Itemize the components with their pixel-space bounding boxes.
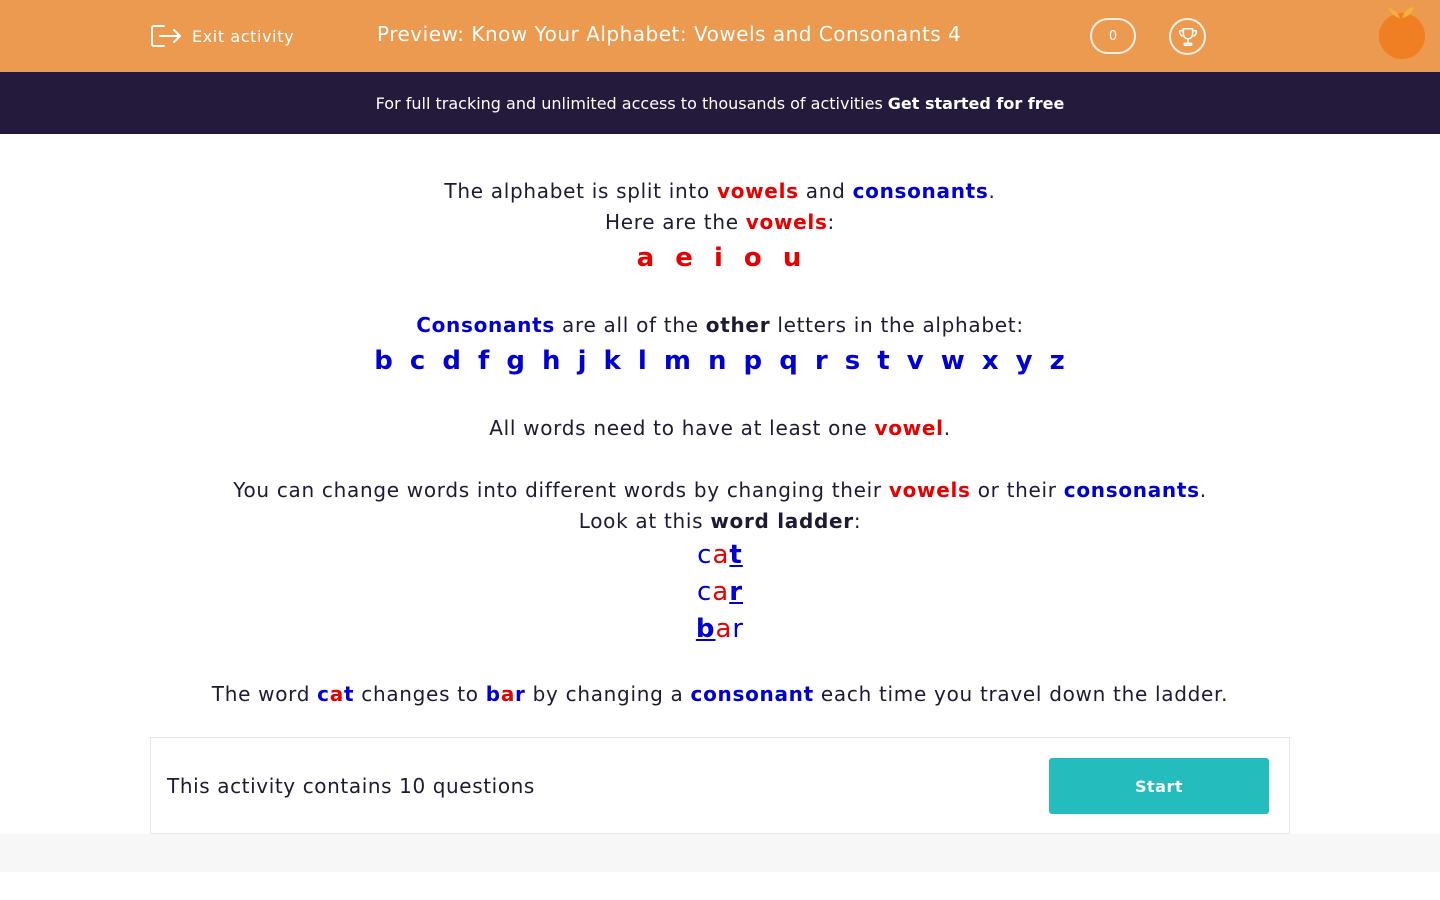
ladder-word-bar [0, 614, 1440, 644]
text-segment: All words need to have at least one [489, 416, 875, 440]
vowel-word: vowel [874, 416, 944, 440]
text-segment: . [1199, 478, 1207, 502]
word-ladder-heading [0, 509, 1440, 533]
ladder-letter-changed: t [729, 540, 743, 570]
trophy-icon [1177, 26, 1199, 48]
cat-letter: a [329, 682, 344, 706]
vowels-heading [0, 210, 1440, 234]
ladder-explanation [0, 682, 1440, 706]
text-segment: are all of the [554, 313, 706, 337]
intro-line [0, 179, 1440, 203]
exit-activity-label: Exit activity [192, 26, 295, 46]
page-bottom-strip [0, 834, 1440, 872]
exit-icon [150, 22, 182, 50]
text-segment: changes to [354, 682, 486, 706]
ladder-word-car [0, 577, 1440, 607]
score-badge: 0 [1090, 18, 1136, 54]
text-segment: . [988, 179, 996, 203]
text-segment: : [827, 210, 835, 234]
question-count: This activity contains 10 questions [167, 774, 535, 798]
text-segment: letters in the alphabet: [770, 313, 1024, 337]
text-segment: each time you travel down the ladder. [813, 682, 1229, 706]
text-segment: Look at this [578, 509, 711, 533]
ladder-letter: r [732, 614, 745, 644]
text-segment: . [943, 416, 951, 440]
text-segment: The word [211, 682, 318, 706]
consonant-word: consonant [690, 682, 814, 706]
consonants-word: consonants [852, 179, 989, 203]
ladder-letter: c [696, 577, 713, 607]
bar-letter: b [485, 682, 501, 706]
ladder-letter-changed: b [695, 614, 716, 644]
text-segment: The alphabet is split into [444, 179, 717, 203]
vowels-word: vowels [888, 478, 971, 502]
vowels-word: vowels [745, 210, 828, 234]
bar-letter: a [500, 682, 516, 706]
text-segment: : [853, 509, 862, 533]
change-words-line [0, 478, 1440, 502]
cat-letter: t [343, 682, 355, 706]
consonants-heading [0, 313, 1440, 337]
bar-letter: r [515, 682, 526, 706]
cat-letter: c [317, 682, 330, 706]
activity-start-card [150, 737, 1290, 834]
trophy-button[interactable] [1169, 18, 1206, 55]
text-segment: You can change words into different words by changing their [233, 478, 889, 502]
promo-text: For full tracking and unlimited access to thousands of activities [375, 93, 883, 113]
vowel-letters: a e i o u [636, 243, 804, 273]
text-segment: by changing a [525, 682, 691, 706]
vowel-rule-line [0, 416, 1440, 440]
consonant-letters: b c d f g h j k l m n p q r s t v w x y z [374, 346, 1066, 376]
other-word: other [705, 313, 771, 337]
get-started-link[interactable]: Get started for free [887, 93, 1065, 113]
consonants-word: Consonants [416, 313, 555, 337]
start-button[interactable]: Start [1049, 758, 1269, 814]
text-segment: and [798, 179, 853, 203]
ladder-letter: a [715, 614, 733, 644]
word-ladder-word: word ladder [710, 509, 854, 533]
vowels-word: vowels [716, 179, 799, 203]
ladder-letter: a [712, 540, 730, 570]
ladder-letter-changed: r [729, 577, 744, 607]
promo-banner [0, 72, 1440, 134]
ladder-letter: c [697, 540, 713, 570]
top-bar [0, 0, 1440, 72]
text-segment: Here are the [604, 210, 746, 234]
text-segment: or their [970, 478, 1064, 502]
ladder-word-cat [0, 540, 1440, 570]
consonants-word: consonants [1063, 478, 1200, 502]
exit-activity-button[interactable] [150, 21, 294, 51]
page-title: Preview: Know Your Alphabet: Vowels and Consonants 4 [377, 22, 962, 46]
orange-logo [1374, 4, 1428, 62]
ladder-letter: a [712, 577, 730, 607]
